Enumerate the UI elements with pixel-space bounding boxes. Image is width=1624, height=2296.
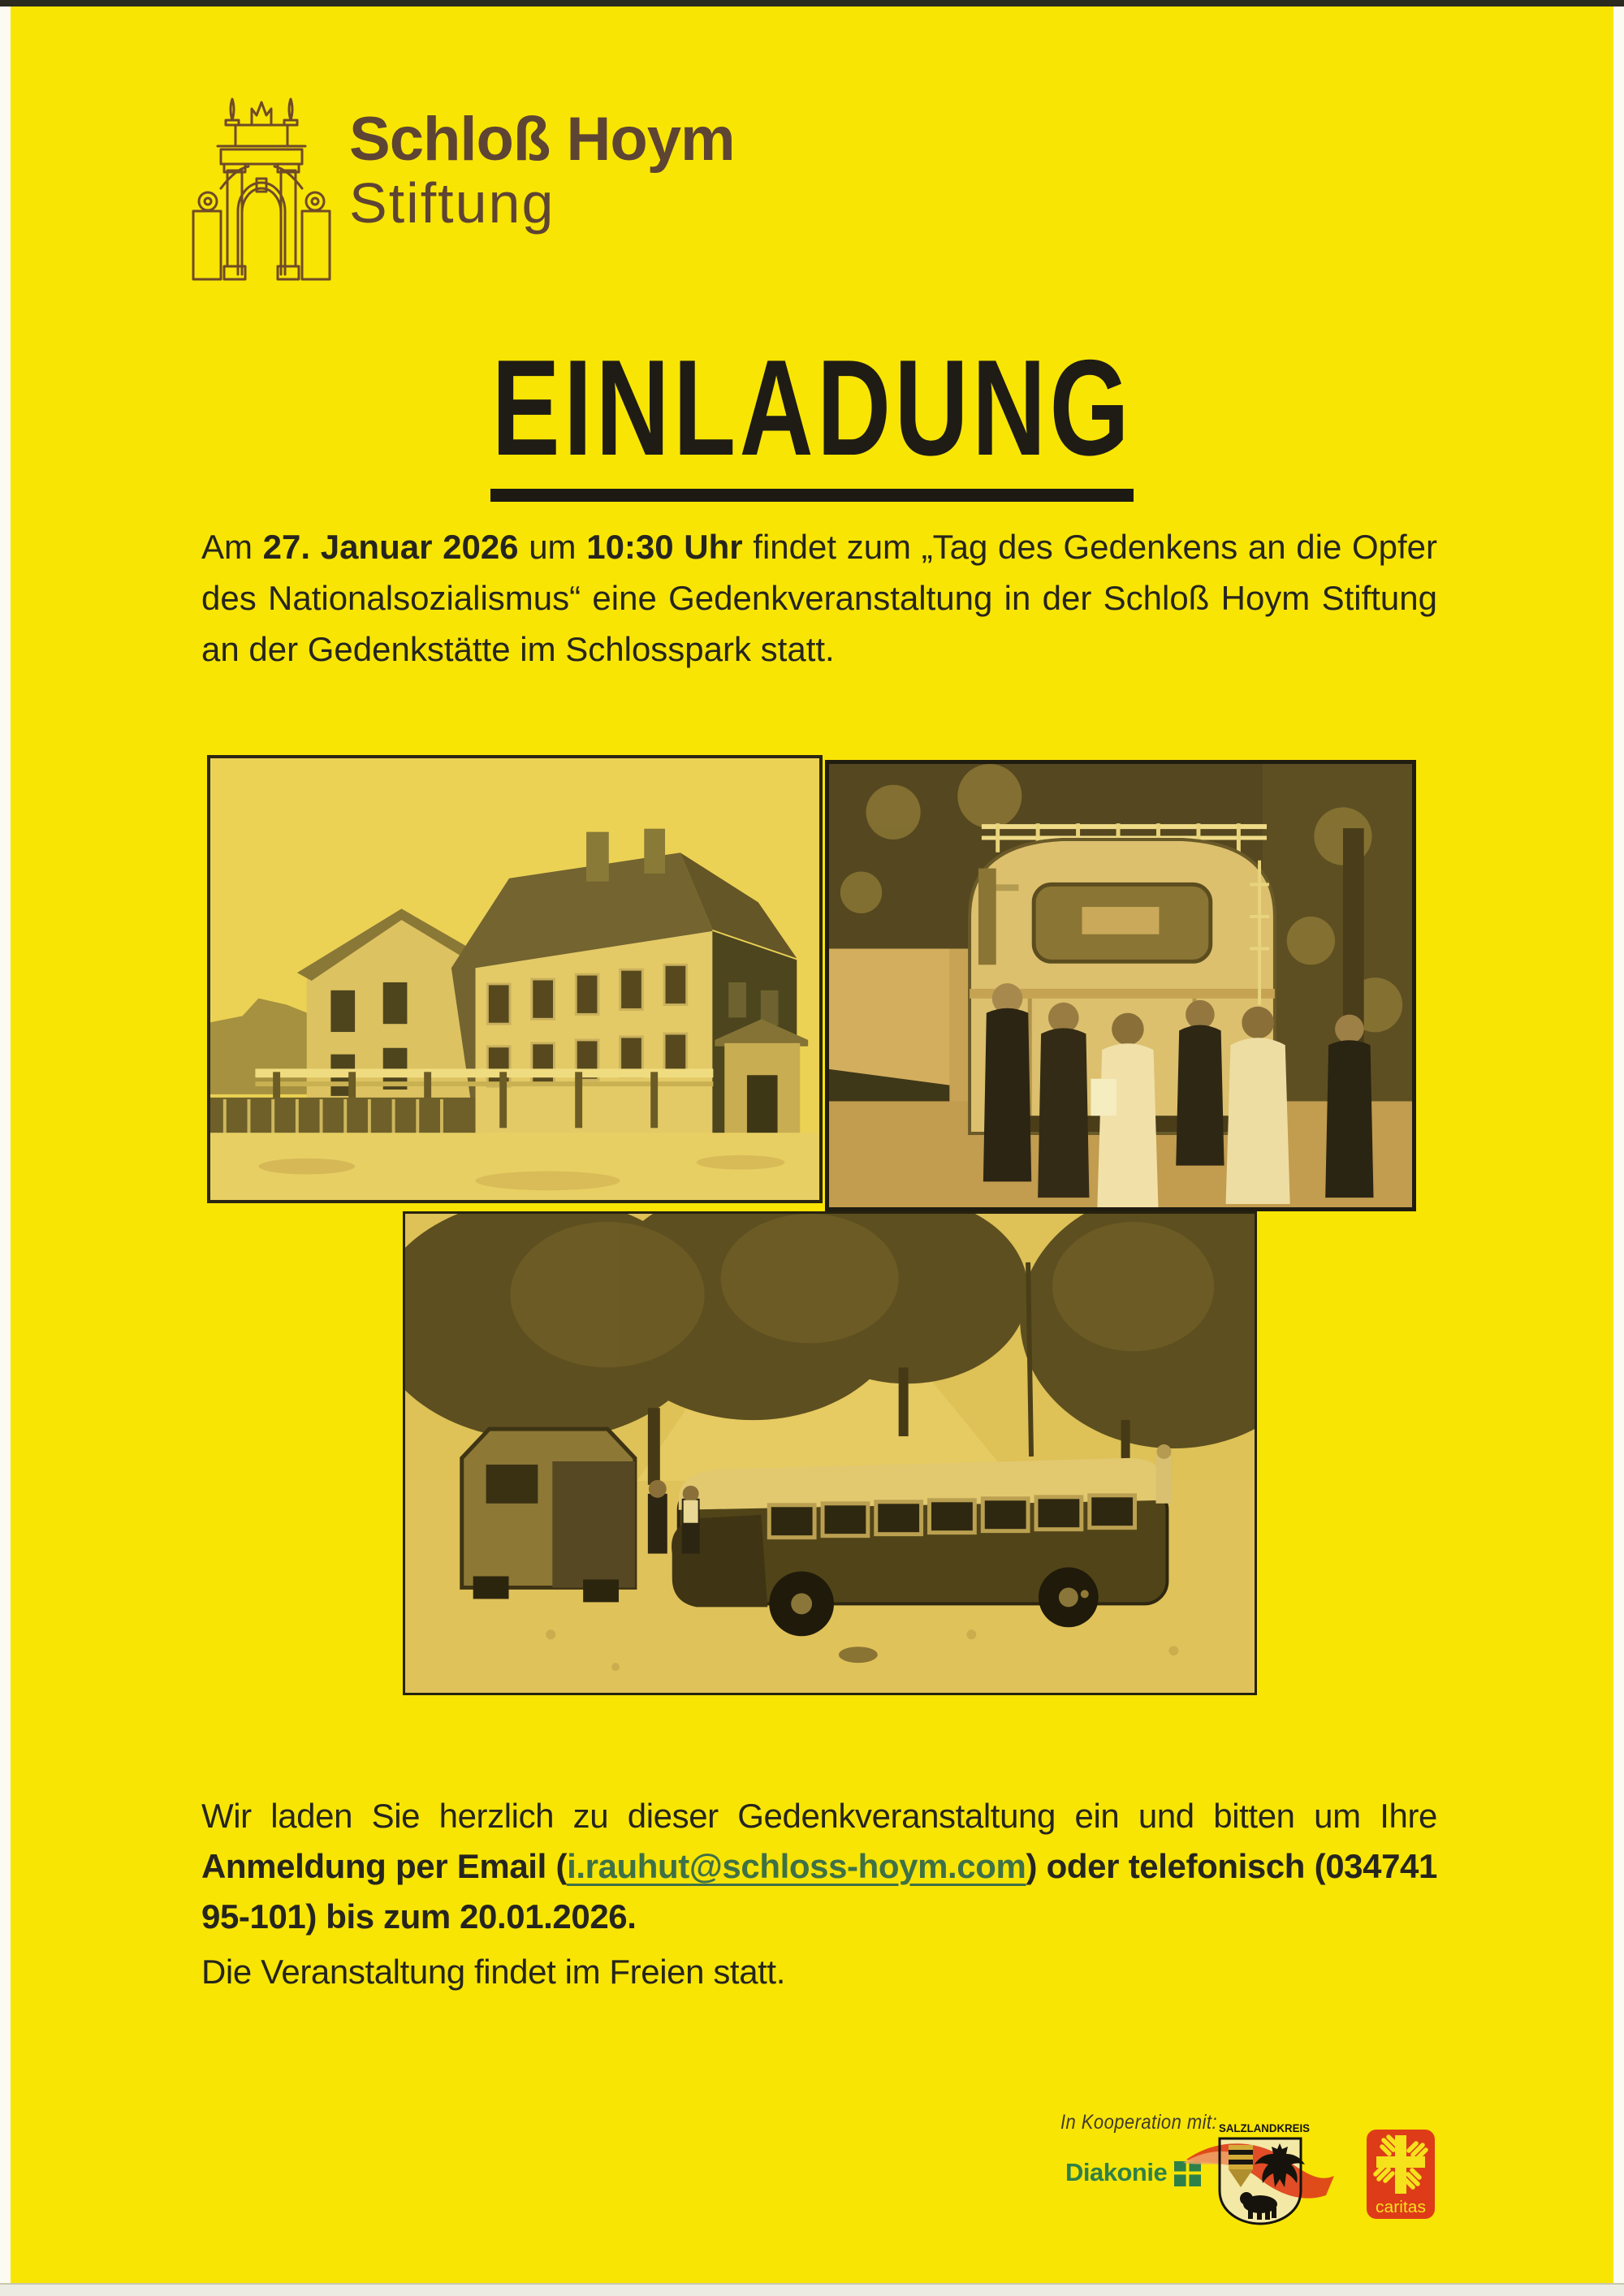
historic-buses-park-photo bbox=[403, 1211, 1257, 1695]
email-link[interactable]: i.rauhut@schloss-hoym.com bbox=[567, 1847, 1026, 1885]
scan-edge-left bbox=[0, 0, 11, 2296]
brand-name: Schloß Hoym bbox=[349, 105, 735, 174]
intro-text: findet zum „Tag des Gedenkens an die Opfer bbox=[742, 528, 1438, 566]
intro-paragraph bbox=[201, 521, 1437, 675]
buses-park-photo-art bbox=[405, 1214, 1255, 1693]
closing-line-2 bbox=[201, 1841, 1437, 1892]
diakonie-wordmark: Diakonie bbox=[1065, 2158, 1168, 2186]
scan-edge-right bbox=[1613, 0, 1624, 2296]
event-date: 27. Januar 2026 bbox=[262, 528, 519, 566]
caritas-wordmark: caritas bbox=[1376, 2199, 1426, 2216]
brand-subtitle: Stiftung bbox=[349, 170, 555, 235]
intro-line-2: des Nationalsozialismus“ eine Gedenkveranstaltung in der Schloß Hoym Stiftung bbox=[201, 579, 1437, 617]
intro-text: um bbox=[518, 528, 587, 566]
historic-schloss-hoym-photo bbox=[207, 755, 823, 1203]
brand-header bbox=[188, 89, 735, 284]
caritas-flame-cross-icon bbox=[1366, 2129, 1436, 2220]
scan-edge-bottom bbox=[0, 2283, 1624, 2296]
closing-text: Anmeldung per Email ( bbox=[201, 1847, 568, 1885]
closing-line-3: 95-101) bis zum 20.01.2026. bbox=[201, 1897, 637, 1936]
page-title bbox=[0, 331, 1624, 502]
salzlandkreis-coat-of-arms bbox=[1181, 2121, 1340, 2230]
title-underline bbox=[490, 489, 1134, 502]
intro-text: Am bbox=[201, 528, 263, 566]
phone-number-part: ) oder telefonisch (034741 bbox=[1026, 1847, 1437, 1885]
event-time: 10:30 Uhr bbox=[586, 528, 743, 566]
schloss-photo-art bbox=[210, 758, 819, 1200]
intro-line-1 bbox=[201, 521, 1437, 572]
bus-rear-photo-art bbox=[829, 764, 1412, 1207]
scan-edge-top bbox=[0, 0, 1624, 6]
intro-line-3: an der Gedenkstätte im Schlosspark statt. bbox=[201, 630, 835, 668]
historic-bus-rear-photo bbox=[825, 760, 1416, 1211]
salzlandkreis-label: SALZLANDKREIS bbox=[1219, 2122, 1310, 2134]
closing-line-1: Wir laden Sie herzlich zu dieser Gedenkveranstaltung ein und bitten um Ihre bbox=[201, 1797, 1437, 1835]
castle-gate-arch-icon bbox=[188, 89, 335, 284]
closing-paragraph bbox=[201, 1791, 1437, 1997]
cooperation-label: In Kooperation mit: bbox=[1060, 2111, 1218, 2134]
title-text: EINLADUNG bbox=[491, 331, 1133, 484]
closing-line-4: Die Veranstaltung findet im Freien statt. bbox=[201, 1953, 785, 1991]
